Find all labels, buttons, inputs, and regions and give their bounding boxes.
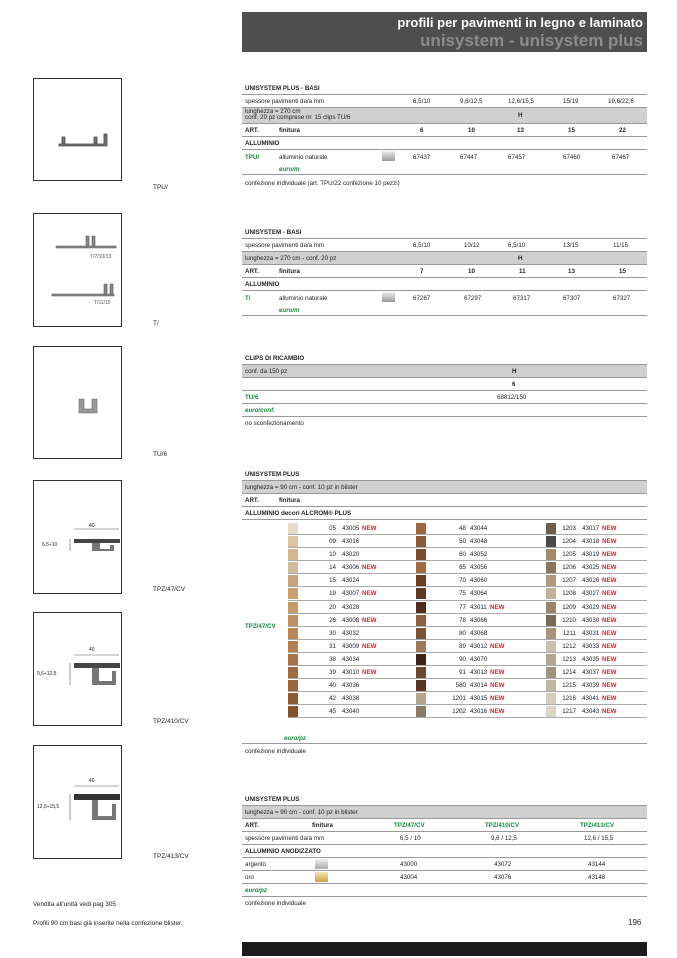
s3-price-row: euro/conf. bbox=[242, 404, 647, 417]
swatch-alluminio bbox=[382, 292, 395, 302]
swatch-argento bbox=[315, 859, 328, 869]
decoro-article: 43031 bbox=[582, 629, 600, 637]
decoro-swatch bbox=[546, 654, 556, 665]
decoro-swatch bbox=[546, 575, 556, 586]
label-t: T/ bbox=[153, 320, 159, 327]
s1-material-row: ALLUMINIO bbox=[242, 137, 647, 150]
new-badge: NEW bbox=[602, 708, 617, 716]
decoro-swatch bbox=[416, 706, 426, 717]
label-tu6: TU/6 bbox=[153, 451, 168, 458]
decoro-article: 43010 bbox=[342, 669, 360, 677]
new-badge: NEW bbox=[602, 682, 617, 690]
label-tpu: TPU/ bbox=[153, 184, 168, 191]
decoro-article: 43019 bbox=[582, 551, 600, 559]
decoro-article: 43060 bbox=[470, 577, 488, 585]
decoro-number: 20 bbox=[329, 603, 336, 611]
decoro-row bbox=[288, 653, 647, 666]
decoro-row bbox=[288, 574, 647, 587]
decoro-swatch bbox=[416, 680, 426, 691]
decoro-number: 15 bbox=[329, 577, 336, 585]
decoro-article: 43016 bbox=[342, 538, 360, 546]
decoro-article: 43056 bbox=[470, 564, 488, 572]
tpz410-profile-drawing bbox=[34, 613, 121, 725]
decoro-article: 43070 bbox=[470, 655, 488, 663]
s4-material-row: ALLUMINIO decori ALCROM® PLUS bbox=[242, 507, 647, 520]
s1-length-row: lunghezza = 270 cm conf. 20 pz comprese nr. 15 clips TU/6 H bbox=[242, 108, 647, 124]
decoro-number: 1214 bbox=[562, 669, 576, 677]
decoro-swatch bbox=[416, 562, 426, 573]
new-badge: NEW bbox=[362, 669, 377, 677]
decoro-article: 43033 bbox=[582, 642, 600, 650]
section-clips-ricambio bbox=[242, 352, 647, 430]
decoro-article: 43017 bbox=[582, 525, 600, 532]
header-banner bbox=[242, 12, 647, 52]
s5-length-row: lunghezza = 90 cm - conf. 10 pz in blister bbox=[242, 806, 647, 819]
s3-title: CLIPS DI RICAMBIO bbox=[242, 352, 647, 365]
s4-title: UNISYSTEM PLUS bbox=[242, 468, 647, 481]
decoro-swatch bbox=[546, 549, 556, 560]
decoro-swatch bbox=[288, 615, 298, 626]
footer-bar bbox=[242, 942, 647, 956]
dim-tpz413: 40 bbox=[89, 778, 95, 784]
new-badge: NEW bbox=[602, 590, 617, 598]
s5-note: confezione individuale bbox=[245, 900, 306, 907]
s3-note: no sconfezionamento bbox=[245, 420, 304, 427]
decoro-row bbox=[288, 640, 647, 653]
swatch-alluminio bbox=[382, 151, 395, 161]
s2-art-row: ART. finitura 7 10 11 13 15 bbox=[242, 265, 647, 278]
s3-size-row: 6 bbox=[242, 378, 647, 391]
decoro-number: 40 bbox=[329, 682, 336, 690]
decoro-swatch bbox=[416, 693, 426, 704]
decoro-number: 65 bbox=[459, 564, 466, 572]
s5-material-row: ALLUMINIO ANODIZZATO bbox=[242, 845, 647, 858]
section-unisystem-plus-basi bbox=[242, 82, 647, 191]
s2-article-row: T/ alluminio naturale 67287 67297 67317 67307 67327 bbox=[242, 291, 647, 305]
decoro-article: 43037 bbox=[582, 669, 600, 677]
section-unisystem-basi bbox=[242, 226, 647, 316]
decoro-swatch bbox=[288, 680, 298, 691]
tu6-clip-drawing bbox=[34, 347, 121, 458]
decoro-swatch bbox=[416, 628, 426, 639]
decoro-article: 43016 bbox=[470, 708, 488, 716]
new-badge: NEW bbox=[362, 642, 377, 650]
decoro-number: 1205 bbox=[562, 551, 576, 559]
decoro-swatch bbox=[288, 575, 298, 586]
decoro-swatch bbox=[546, 602, 556, 613]
new-badge: NEW bbox=[490, 669, 505, 677]
decoro-swatch bbox=[416, 549, 426, 560]
height-tpz410: 9,6÷12,5 bbox=[37, 671, 57, 677]
decoro-number: 45 bbox=[329, 708, 336, 716]
decoro-swatch bbox=[288, 641, 298, 652]
decoro-swatch bbox=[546, 680, 556, 691]
decoro-swatch bbox=[546, 588, 556, 599]
s5-thickness-row: spessore pavimenti da/a mm 6,5 / 10 9,6 / 12,5 12,6 / 15,5 bbox=[242, 832, 647, 845]
decoro-number: 78 bbox=[459, 616, 466, 624]
new-badge: NEW bbox=[362, 616, 377, 624]
decoro-swatch bbox=[288, 536, 298, 547]
decoro-article: 43034 bbox=[342, 655, 360, 663]
label-tpz413: TPZ/413/CV bbox=[153, 853, 189, 860]
section-unisystem-plus-anodizzato bbox=[242, 793, 647, 910]
s2-length-row: lunghezza = 270 cm - conf. 20 pz H bbox=[242, 252, 647, 265]
s3-article-row: TU/6 68812/150 bbox=[242, 391, 647, 404]
product-image-t bbox=[33, 213, 122, 327]
decoro-number: 1213 bbox=[562, 655, 576, 663]
decoro-article: 43011 bbox=[470, 603, 487, 611]
decoro-swatch bbox=[416, 523, 426, 534]
decoro-swatch bbox=[546, 693, 556, 704]
new-badge: NEW bbox=[602, 525, 617, 532]
new-badge: NEW bbox=[602, 564, 617, 572]
label-tpz410: TPZ/410/CV bbox=[153, 718, 189, 725]
decoro-number: 39 bbox=[329, 669, 336, 677]
decoro-row bbox=[288, 535, 647, 548]
decoro-number: 77 bbox=[459, 603, 466, 611]
decori-table bbox=[288, 522, 647, 732]
decoro-swatch bbox=[546, 706, 556, 717]
s5-art-row: ART. finitura TPZ/47/CV TPZ/410/CV TPZ/413/CV bbox=[242, 819, 647, 832]
decoro-article: 43027 bbox=[582, 590, 600, 598]
decoro-article: 43007 bbox=[342, 590, 360, 598]
decoro-number: 1206 bbox=[562, 564, 576, 572]
s2-material-row: ALLUMINIO bbox=[242, 278, 647, 291]
new-badge: NEW bbox=[490, 603, 505, 611]
s1-article-row: TPU/ alluminio naturale 67437 67447 67457 67460 67467 bbox=[242, 150, 647, 164]
new-badge: NEW bbox=[490, 708, 505, 716]
label-t-sub1: T/7/10/13 bbox=[90, 254, 112, 260]
new-badge: NEW bbox=[602, 695, 617, 703]
header-title: profili per pavimenti in legno e laminato bbox=[397, 15, 643, 30]
page-number: 196 bbox=[628, 918, 642, 927]
label-tpz47: TPZ/47/CV bbox=[153, 586, 186, 593]
decoro-article: 43015 bbox=[470, 695, 488, 703]
decoro-swatch bbox=[416, 602, 426, 613]
new-badge: NEW bbox=[602, 538, 617, 546]
decoro-swatch bbox=[546, 628, 556, 639]
decoro-number: 60 bbox=[459, 551, 466, 559]
decoro-number: 30 bbox=[329, 629, 336, 637]
decoro-article: 43064 bbox=[470, 590, 488, 598]
decoro-article: 43039 bbox=[582, 682, 600, 690]
tpz47-profile-drawing bbox=[34, 481, 121, 593]
decoro-swatch bbox=[416, 588, 426, 599]
decoro-row bbox=[288, 679, 647, 692]
s4-art-row: ART. finitura bbox=[242, 494, 647, 507]
height-tpz47: 6,5÷10 bbox=[42, 542, 58, 548]
decoro-number: 42 bbox=[329, 695, 336, 703]
new-badge: NEW bbox=[602, 616, 617, 624]
new-badge: NEW bbox=[602, 669, 617, 677]
decoro-swatch bbox=[416, 654, 426, 665]
decoro-number: 1212 bbox=[562, 642, 576, 650]
decoro-article: 43038 bbox=[342, 695, 360, 703]
s2-price-row: euro/m bbox=[242, 305, 647, 316]
decoro-number: 1210 bbox=[562, 616, 576, 624]
decoro-row bbox=[288, 705, 647, 718]
s5-price-row: euro/pz bbox=[242, 884, 647, 897]
decoro-row bbox=[288, 692, 647, 705]
decoro-swatch bbox=[288, 628, 298, 639]
s1-note: confezione individuale (art. TPU/22 confezione 10 pezzi) bbox=[245, 179, 400, 187]
decoro-article: 43052 bbox=[470, 551, 488, 559]
decoro-swatch bbox=[546, 615, 556, 626]
s2-thickness-row: spessore pavimenti da/a mm 6,5/10 10/12 6,5/10 13/15 11/15 bbox=[242, 239, 647, 252]
s1-price-row: euro/m bbox=[242, 164, 647, 175]
decoro-swatch bbox=[416, 536, 426, 547]
decoro-article: 43032 bbox=[342, 629, 360, 637]
decoro-row bbox=[288, 627, 647, 640]
decoro-article: 43029 bbox=[582, 603, 600, 611]
s1-title: UNISYSTEM PLUS - BASI bbox=[242, 82, 647, 95]
label-t-sub2: T/11/15 bbox=[94, 300, 111, 306]
decoro-swatch bbox=[288, 562, 298, 573]
new-badge: NEW bbox=[602, 642, 617, 650]
decoro-swatch bbox=[288, 549, 298, 560]
decoro-number: 09 bbox=[329, 538, 336, 546]
decoro-swatch bbox=[416, 641, 426, 652]
decoro-row bbox=[288, 561, 647, 574]
decoro-number: 1208 bbox=[562, 590, 576, 598]
decoro-number: 1204 bbox=[562, 538, 576, 546]
decoro-number: 70 bbox=[459, 577, 466, 585]
decoro-article: 43025 bbox=[582, 564, 600, 572]
s5-row-oro: oro 43004 43076 43148 bbox=[242, 871, 647, 884]
decoro-article: 43026 bbox=[582, 577, 600, 585]
new-badge: NEW bbox=[362, 525, 377, 532]
decoro-number: 80 bbox=[459, 629, 466, 637]
decoro-swatch bbox=[546, 667, 556, 678]
decoro-article: 43030 bbox=[582, 616, 600, 624]
decoro-article: 43005 bbox=[342, 525, 360, 532]
decoro-number: 1215 bbox=[562, 682, 576, 690]
decoro-swatch bbox=[288, 693, 298, 704]
decoro-article: 43013 bbox=[470, 669, 488, 677]
decoro-article: 43009 bbox=[342, 642, 360, 650]
decoro-swatch bbox=[416, 615, 426, 626]
decoro-number: 26 bbox=[329, 616, 336, 624]
decoro-number: 19 bbox=[329, 590, 336, 598]
product-image-tpu bbox=[33, 78, 122, 181]
tpz413-profile-drawing bbox=[34, 746, 121, 858]
dim-tpz410: 40 bbox=[89, 647, 95, 653]
decoro-number: 1201 bbox=[452, 695, 466, 703]
new-badge: NEW bbox=[602, 551, 617, 559]
height-tpz413: 12,6÷15,5 bbox=[37, 804, 60, 810]
decoro-article: 43044 bbox=[470, 525, 488, 532]
decoro-article: 43048 bbox=[470, 538, 488, 546]
header-subtitle: unisystem - unisystem plus bbox=[420, 31, 643, 50]
product-image-tpz410 bbox=[33, 612, 122, 726]
decoro-row bbox=[288, 666, 647, 679]
decoro-article: 43008 bbox=[342, 616, 360, 624]
decoro-article: 43014 bbox=[470, 682, 488, 690]
new-badge: NEW bbox=[490, 695, 505, 703]
decoro-swatch bbox=[416, 575, 426, 586]
decoro-article: 43066 bbox=[470, 616, 488, 624]
decoro-number: 31 bbox=[329, 642, 336, 650]
note-vendita: Vendita all'unità vedi pag 305 bbox=[33, 901, 116, 908]
s5-title: UNISYSTEM PLUS bbox=[242, 793, 647, 806]
s2-title: UNISYSTEM - BASI bbox=[242, 226, 647, 239]
decoro-number: 75 bbox=[459, 590, 466, 598]
decoro-row bbox=[288, 548, 647, 561]
decoro-number: 10 bbox=[329, 551, 336, 559]
decoro-number: 580 bbox=[455, 682, 466, 690]
decoro-number: 1217 bbox=[562, 708, 576, 716]
decoro-number: 91 bbox=[459, 669, 466, 677]
new-badge: NEW bbox=[490, 642, 505, 650]
decoro-number: 05 bbox=[329, 525, 336, 532]
decoro-article: 43036 bbox=[342, 682, 360, 690]
decoro-swatch bbox=[416, 667, 426, 678]
decoro-number: 1216 bbox=[562, 695, 576, 703]
decoro-swatch bbox=[546, 523, 556, 534]
decoro-article: 43041 bbox=[582, 695, 600, 703]
swatch-oro bbox=[315, 872, 328, 882]
new-badge: NEW bbox=[362, 590, 377, 598]
new-badge: NEW bbox=[490, 682, 505, 690]
decoro-article: 43018 bbox=[582, 538, 600, 546]
tpu-profile-drawing bbox=[34, 79, 121, 180]
s1-thickness-row: spessore pavimenti da/a mm 6,5/10 9,6/12,5 12,6/15,5 15/19 19,6/22,6 bbox=[242, 95, 647, 108]
s5-row-argento: argento 43000 43072 43144 bbox=[242, 858, 647, 871]
decoro-number: 14 bbox=[329, 564, 336, 572]
new-badge: NEW bbox=[362, 564, 377, 572]
decoro-number: 50 bbox=[459, 538, 466, 546]
decoro-number: 1203 bbox=[562, 525, 576, 532]
decoro-swatch bbox=[546, 536, 556, 547]
decoro-article: 43020 bbox=[342, 551, 360, 559]
decoro-swatch bbox=[288, 588, 298, 599]
note-profili: Profili 90 cm basi già inserite nella confezione blister. bbox=[33, 920, 183, 927]
dim-tpz47: 40 bbox=[89, 523, 95, 529]
decoro-article: 43012 bbox=[470, 642, 488, 650]
decoro-number: 38 bbox=[329, 655, 336, 663]
decoro-row bbox=[288, 614, 647, 627]
t-profile-drawing bbox=[34, 214, 121, 326]
decoro-number: 1202 bbox=[452, 708, 466, 716]
decoro-article: 43024 bbox=[342, 577, 360, 585]
decoro-swatch bbox=[288, 523, 298, 534]
decoro-row bbox=[288, 587, 647, 600]
s3-conf-row: conf. da 150 pz H bbox=[242, 365, 647, 378]
decoro-number: 1209 bbox=[562, 603, 576, 611]
s4-length-row: lunghezza = 90 cm - conf. 10 pz in blister bbox=[242, 481, 647, 494]
decoro-swatch bbox=[288, 667, 298, 678]
decoro-article: 43006 bbox=[342, 564, 360, 572]
new-badge: NEW bbox=[602, 577, 617, 585]
decoro-number: 1207 bbox=[562, 577, 576, 585]
decoro-number: 89 bbox=[459, 642, 466, 650]
new-badge: NEW bbox=[602, 629, 617, 637]
decoro-number: 48 bbox=[459, 525, 466, 532]
product-image-tpz47 bbox=[33, 480, 122, 594]
decoro-article: 43068 bbox=[470, 629, 488, 637]
s1-art-row: ART. finitura 6 10 13 15 22 bbox=[242, 124, 647, 137]
decoro-swatch bbox=[546, 562, 556, 573]
decoro-swatch bbox=[288, 602, 298, 613]
decoro-swatch bbox=[288, 706, 298, 717]
new-badge: NEW bbox=[602, 655, 617, 663]
decoro-swatch bbox=[546, 641, 556, 652]
product-image-tu6 bbox=[33, 346, 122, 459]
s4-code: TPZ/47/CV bbox=[245, 623, 276, 630]
decoro-number: 1211 bbox=[562, 629, 576, 637]
decoro-article: 43043 bbox=[582, 708, 600, 716]
product-image-tpz413 bbox=[33, 745, 122, 859]
s4-price-row: euro/pz bbox=[242, 733, 647, 744]
decoro-article: 43035 bbox=[582, 655, 600, 663]
decoro-row bbox=[288, 601, 647, 614]
decoro-article: 43028 bbox=[342, 603, 360, 611]
decoro-number: 90 bbox=[459, 655, 466, 663]
new-badge: NEW bbox=[602, 603, 617, 611]
decoro-swatch bbox=[288, 654, 298, 665]
decoro-article: 43040 bbox=[342, 708, 360, 716]
decoro-row bbox=[288, 522, 647, 535]
section-unisystem-plus-decori bbox=[242, 468, 647, 520]
